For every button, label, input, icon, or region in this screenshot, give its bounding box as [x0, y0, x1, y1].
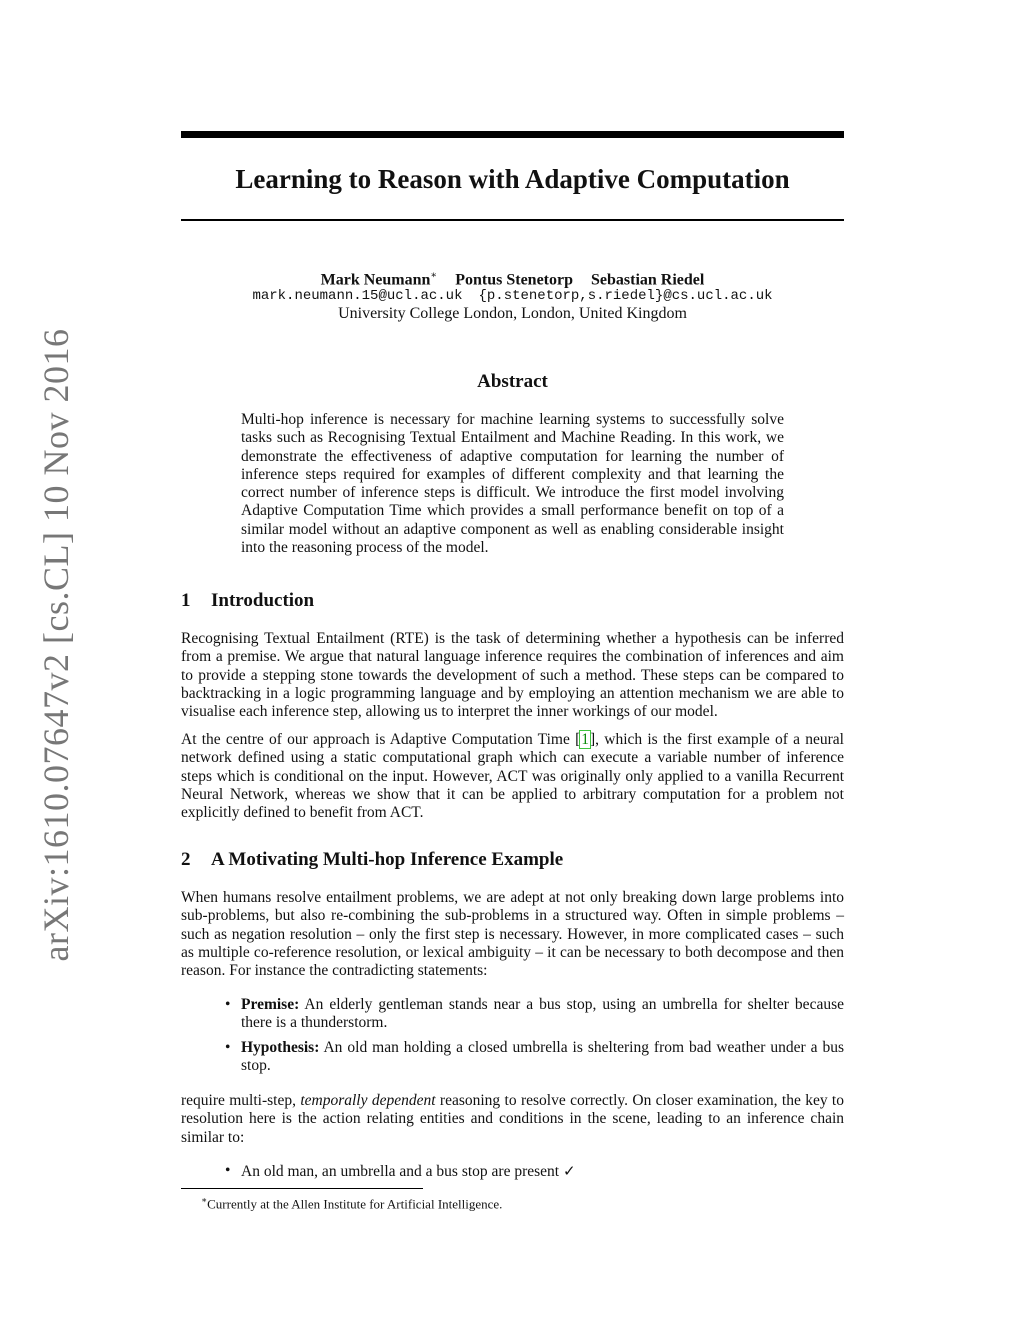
- motivating-paragraph-2: require multi-step, temporally dependent reasoning to resolve correctly. On closer examination, the key to resolution here is the action relating entities and conditions in the scene, leading to an inference chain similar to:: [181, 1092, 844, 1146]
- arxiv-identifier: arXiv:1610.07647v2 [cs.CL] 10 Nov 2016: [36, 328, 76, 962]
- author-footnote-mark: ∗: [430, 270, 438, 281]
- footnote-rule: [181, 1188, 423, 1189]
- list-item-chain: • An old man, an umbrella and a bus stop are present ✓: [225, 1162, 576, 1180]
- checkmark-icon: ✓: [562, 1162, 576, 1180]
- bullet-icon: •: [225, 996, 231, 1013]
- affiliation: University College London, London, United Kingdom: [338, 305, 687, 322]
- section-number: 1: [181, 590, 191, 611]
- footnote-mark: ∗: [201, 1195, 208, 1205]
- author-emails: [181, 287, 844, 305]
- section-title: A Motivating Multi-hop Inference Example: [211, 849, 564, 870]
- author-name: Mark Neumann: [320, 271, 431, 289]
- author-name: Sebastian Riedel: [591, 271, 705, 289]
- title-rule-top: [181, 131, 844, 138]
- introduction-paragraph-2: At the centre of our approach is Adaptive Computation Time [1], which is the first example of a neural network defined using a static computational graph which can execute a variable number of inference steps which is conditional on the input. However, ACT was originally only applied to a vanilla Recurrent Neural Network, whereas we show that it can be applied to arbitrary computation for a problem not explicitly defined to benefit from ACT.: [181, 731, 844, 822]
- statement-list: [181, 996, 844, 1075]
- abstract-heading: Abstract: [477, 371, 548, 392]
- paper-title: Learning to Reason with Adaptive Computation: [235, 164, 790, 194]
- author-name: Pontus Stenetorp: [455, 271, 573, 289]
- email: {p.stenetorp,s.riedel}@cs.ucl.ac.uk: [478, 288, 773, 304]
- section-heading-motivating-example: [181, 848, 563, 872]
- inference-chain-list: [181, 1162, 844, 1181]
- list-item-premise: • Premise: An elderly gentleman stands near a bus stop, using an umbrella for shelter because there is a thunderstorm.: [225, 996, 844, 1032]
- section-number: 2: [181, 849, 191, 870]
- abstract-text: Multi-hop inference is necessary for machine learning systems to successfully solve tasks such as Recognising Textual Entailment and Machine Reading. In this work, we demonstrate the effectiveness of adaptive computation for learning the number of inference steps required for examples of different complexity and that learning the correct number of inference steps is difficult. We introduce the first model involving Adaptive Computation Time which provides a small performance benefit on top of a similar model without an adaptive component as well as enabling considerable insight into the reasoning process of the model.: [241, 411, 784, 557]
- introduction-paragraph-1: Recognising Textual Entailment (RTE) is the task of determining whether a hypothesis can be inferred from a premise. We argue that natural language inference requires the combination of inferences and aim to provide a stepping stone towards the development of such a method. These steps can be compared to backtracking in a logic programming language and by employing an attention mechanism we are able to visualise each inference step, allowing us to interpret the inner workings of our model.: [181, 630, 844, 721]
- email: mark.neumann.15@ucl.ac.uk: [252, 288, 463, 304]
- motivating-paragraph-1: When humans resolve entailment problems, we are adept at not only breaking down large problems into sub-problems, but also re-combining the sub-problems in a structured way. Often in simple problems – such as negation resolution – only the first step is necessary. However, in more complicated cases – such as multiple co-reference resolution, or lexical ambiguity – it can be necessary to both decompose and then reason. For instance the contradicting statements:: [181, 889, 844, 980]
- citation-link[interactable]: 1: [581, 731, 589, 748]
- footnote: ∗Currently at the Allen Institute for Artificial Intelligence.: [201, 1195, 503, 1212]
- section-title: Introduction: [211, 590, 315, 611]
- bullet-icon: •: [225, 1162, 231, 1179]
- title-rule-bottom: [181, 219, 844, 221]
- list-item-hypothesis: • Hypothesis: An old man holding a closed umbrella is sheltering from bad weather under a bus stop.: [225, 1038, 844, 1074]
- section-heading-introduction: [181, 589, 314, 613]
- bullet-icon: •: [225, 1038, 231, 1056]
